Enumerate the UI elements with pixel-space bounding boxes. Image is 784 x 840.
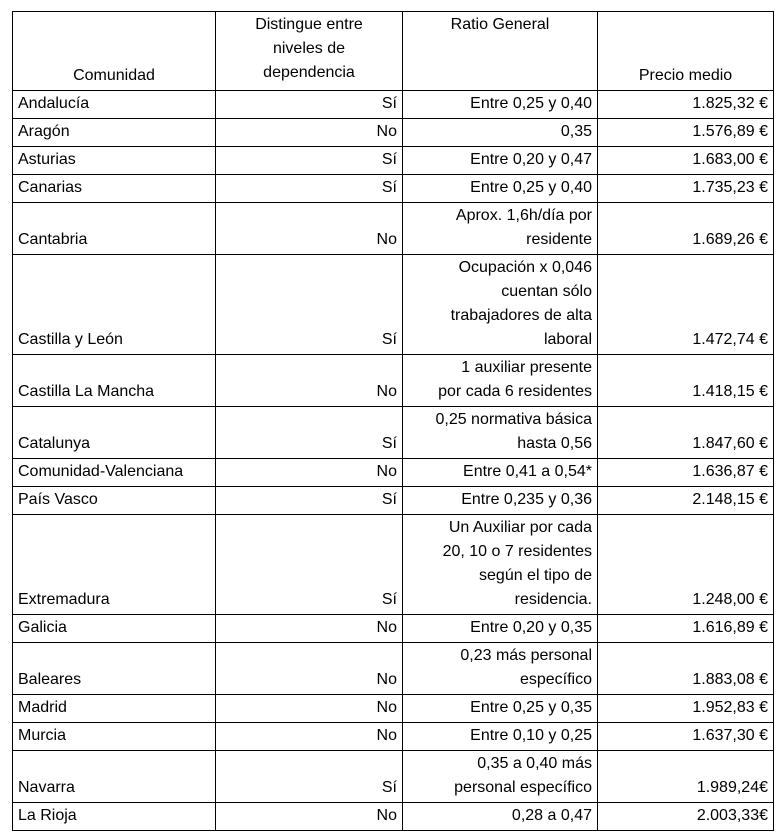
table-row <box>13 407 774 459</box>
table-row <box>13 803 774 831</box>
table-row <box>13 119 774 147</box>
cell-ratio: 0,28 a 0,47 <box>403 803 598 831</box>
table-row <box>13 723 774 751</box>
table-row <box>13 203 774 255</box>
data-table <box>12 11 774 831</box>
cell-ratio: Entre 0,25 y 0,40 <box>403 91 598 119</box>
cell-precio: 2.148,15 € <box>598 487 774 515</box>
cell-comunidad: País Vasco <box>13 487 216 515</box>
cell-ratio: 0,35 a 0,40 más personal específico <box>403 751 598 803</box>
cell-ratio: Entre 0,25 y 0,40 <box>403 175 598 203</box>
cell-precio: 1.735,23 € <box>598 175 774 203</box>
cell-distingue: No <box>216 803 403 831</box>
cell-distingue: No <box>216 119 403 147</box>
cell-precio: 1.883,08 € <box>598 643 774 695</box>
cell-distingue: Sí <box>216 751 403 803</box>
cell-distingue: No <box>216 695 403 723</box>
cell-comunidad: Andalucía <box>13 91 216 119</box>
cell-distingue: No <box>216 355 403 407</box>
cell-ratio: Entre 0,41 a 0,54* <box>403 459 598 487</box>
table-row <box>13 751 774 803</box>
table-row <box>13 147 774 175</box>
cell-comunidad: Aragón <box>13 119 216 147</box>
cell-precio: 1.248,00 € <box>598 515 774 615</box>
table-row <box>13 355 774 407</box>
cell-precio: 2.003,33€ <box>598 803 774 831</box>
cell-distingue: Sí <box>216 147 403 175</box>
cell-distingue: No <box>216 615 403 643</box>
cell-ratio: 0,23 más personal específico <box>403 643 598 695</box>
cell-distingue: Sí <box>216 515 403 615</box>
cell-ratio: Aprox. 1,6h/día por residente <box>403 203 598 255</box>
cell-distingue: Sí <box>216 91 403 119</box>
cell-precio: 1.472,74 € <box>598 255 774 355</box>
cell-precio: 1.847,60 € <box>598 407 774 459</box>
cell-precio: 1.989,24€ <box>598 751 774 803</box>
cell-comunidad: Asturias <box>13 147 216 175</box>
cell-comunidad: Extremadura <box>13 515 216 615</box>
cell-comunidad: Cantabria <box>13 203 216 255</box>
cell-distingue: No <box>216 643 403 695</box>
cell-precio: 1.825,32 € <box>598 91 774 119</box>
cell-ratio: Un Auxiliar por cada 20, 10 o 7 residentes según el tipo de residencia. <box>403 515 598 615</box>
table-row <box>13 643 774 695</box>
cell-distingue: No <box>216 723 403 751</box>
cell-comunidad: Baleares <box>13 643 216 695</box>
cell-distingue: Sí <box>216 255 403 355</box>
cell-ratio: Entre 0,20 y 0,47 <box>403 147 598 175</box>
table-row <box>13 615 774 643</box>
cell-ratio: Entre 0,235 y 0,36 <box>403 487 598 515</box>
header-ratio: Ratio General <box>403 12 598 91</box>
cell-ratio: Entre 0,25 y 0,35 <box>403 695 598 723</box>
cell-ratio: 0,35 <box>403 119 598 147</box>
table-row <box>13 487 774 515</box>
cell-comunidad: Comunidad-Valenciana <box>13 459 216 487</box>
cell-precio: 1.683,00 € <box>598 147 774 175</box>
cell-comunidad: La Rioja <box>13 803 216 831</box>
cell-distingue: No <box>216 459 403 487</box>
cell-precio: 1.636,87 € <box>598 459 774 487</box>
cell-precio: 1.952,83 € <box>598 695 774 723</box>
cell-ratio: 0,25 normativa básica hasta 0,56 <box>403 407 598 459</box>
cell-ratio: Entre 0,20 y 0,35 <box>403 615 598 643</box>
table-row <box>13 515 774 615</box>
document-page <box>12 11 774 831</box>
cell-ratio: 1 auxiliar presente por cada 6 residentes <box>403 355 598 407</box>
cell-distingue: Sí <box>216 487 403 515</box>
cell-comunidad: Castilla La Mancha <box>13 355 216 407</box>
cell-ratio: Entre 0,10 y 0,25 <box>403 723 598 751</box>
table-row <box>13 459 774 487</box>
cell-comunidad: Canarias <box>13 175 216 203</box>
table-row <box>13 255 774 355</box>
table-body <box>13 12 774 831</box>
cell-precio: 1.418,15 € <box>598 355 774 407</box>
cell-comunidad: Madrid <box>13 695 216 723</box>
header-precio: Precio medio <box>598 12 774 91</box>
cell-comunidad: Catalunya <box>13 407 216 459</box>
cell-ratio: Ocupación x 0,046 cuentan sólo trabajadores de alta laboral <box>403 255 598 355</box>
cell-distingue: No <box>216 203 403 255</box>
cell-precio: 1.576,89 € <box>598 119 774 147</box>
cell-comunidad: Navarra <box>13 751 216 803</box>
cell-comunidad: Galicia <box>13 615 216 643</box>
table-row <box>13 695 774 723</box>
cell-comunidad: Castilla y León <box>13 255 216 355</box>
table-row <box>13 175 774 203</box>
cell-precio: 1.616,89 € <box>598 615 774 643</box>
table-row <box>13 91 774 119</box>
cell-precio: 1.689,26 € <box>598 203 774 255</box>
cell-distingue: Sí <box>216 175 403 203</box>
table-header-row <box>13 12 774 91</box>
header-distingue: Distingue entre niveles de dependencia <box>216 12 403 91</box>
cell-precio: 1.637,30 € <box>598 723 774 751</box>
cell-distingue: Sí <box>216 407 403 459</box>
header-comunidad: Comunidad <box>13 12 216 91</box>
cell-comunidad: Murcia <box>13 723 216 751</box>
